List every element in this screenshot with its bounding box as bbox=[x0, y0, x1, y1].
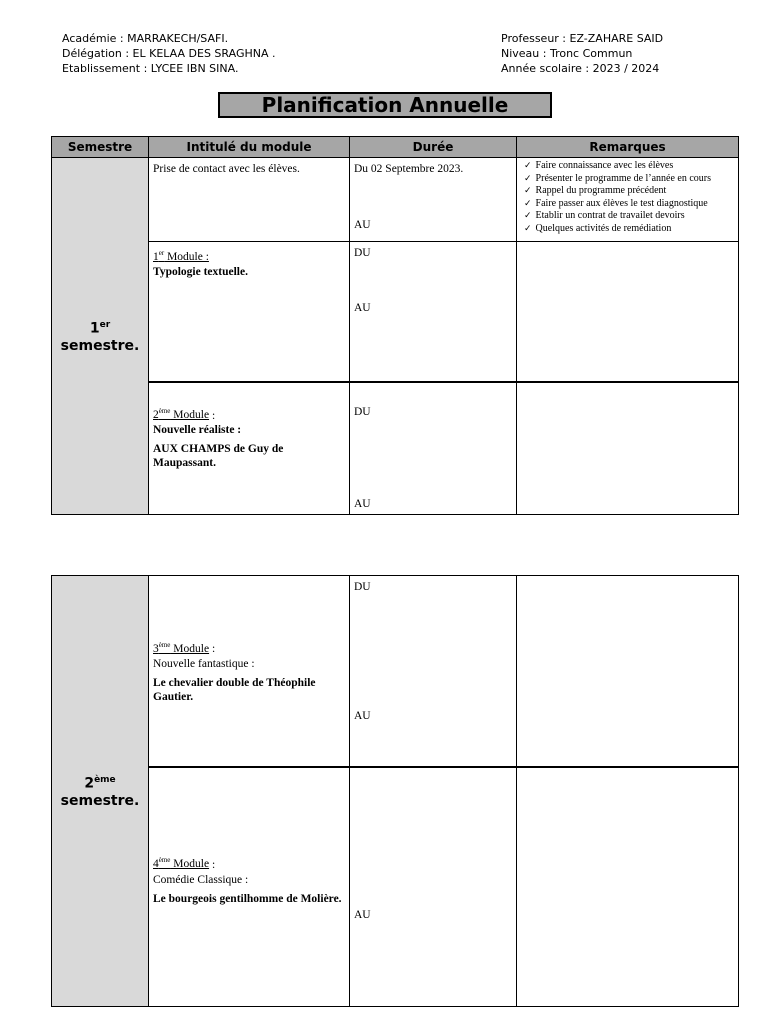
duree-intro-cell bbox=[350, 158, 517, 242]
module-2-label: 2ème Module : bbox=[153, 407, 216, 422]
module-1-title: Typologie textuelle. bbox=[153, 266, 248, 278]
du-label: DU bbox=[354, 581, 371, 593]
list-item: ✓ Rappel du programme précédent bbox=[524, 185, 738, 198]
table-row bbox=[52, 767, 739, 1007]
niveau-line: Niveau : Tronc Commun bbox=[501, 47, 633, 60]
module-1-remarques bbox=[517, 242, 739, 382]
module-3-cell bbox=[149, 576, 350, 767]
list-item: ✓ Faire connaissance avec les élèves bbox=[524, 160, 738, 173]
au-label: AU bbox=[354, 908, 371, 921]
table-row bbox=[52, 576, 739, 767]
module-2-remarques bbox=[517, 382, 739, 515]
etablissement-line: Etablissement : LYCEE IBN SINA. bbox=[62, 62, 239, 75]
module-3-title: Le chevalier double de Théophile Gautier. bbox=[153, 677, 316, 703]
col-header-module: Intitulé du module bbox=[149, 137, 350, 158]
table-row bbox=[52, 158, 739, 242]
list-item: ✓ Faire passer aux élèves le test diagnostique bbox=[524, 198, 738, 211]
module-2-duree bbox=[350, 382, 517, 515]
header-left bbox=[62, 31, 275, 76]
semester-1-cell: 1er semestre. bbox=[52, 158, 149, 515]
academie-line: Académie : MARRAKECH/SAFI. bbox=[62, 32, 229, 45]
semester-2-cell: 2ème semestre. bbox=[52, 576, 149, 1007]
du-label: DU bbox=[354, 405, 371, 418]
module-3-genre: Nouvelle fantastique : bbox=[153, 658, 255, 670]
du-label: DU bbox=[354, 247, 371, 259]
col-header-duree: Durée bbox=[350, 137, 517, 158]
module-3-remarques bbox=[517, 576, 739, 767]
module-3-label: 3ème Module : bbox=[153, 641, 216, 655]
module-2-cell bbox=[149, 382, 350, 515]
planning-table-semester-1 bbox=[51, 136, 739, 515]
module-4-title: Le bourgeois gentilhomme de Molière. bbox=[153, 892, 342, 905]
module-3-duree bbox=[350, 576, 517, 767]
module-4-genre: Comédie Classique : bbox=[153, 873, 249, 886]
header-right bbox=[501, 31, 663, 76]
module-4-cell bbox=[149, 767, 350, 1007]
module-1-label: 1er Module : bbox=[153, 249, 209, 263]
module-1-cell bbox=[149, 242, 350, 382]
list-item: ✓ Présenter le programme de l’année en cours bbox=[524, 173, 738, 186]
remarques-intro-cell bbox=[517, 158, 739, 242]
list-item: ✓ Quelques activités de remédiation bbox=[524, 223, 738, 236]
au-label: AU bbox=[354, 497, 371, 510]
module-1-duree bbox=[350, 242, 517, 382]
module-intro-text: Prise de contact avec les élèves. bbox=[153, 163, 300, 175]
col-header-remarques: Remarques bbox=[517, 137, 739, 158]
au-label: AU bbox=[354, 302, 371, 314]
annee-line: Année scolaire : 2023 / 2024 bbox=[501, 62, 660, 75]
au-label: AU bbox=[354, 219, 371, 231]
du-date: Du 02 Septembre 2023. bbox=[354, 163, 464, 175]
remarks-list bbox=[517, 158, 738, 235]
module-4-duree bbox=[350, 767, 517, 1007]
planning-table-semester-2 bbox=[51, 575, 739, 1007]
module-2-title: AUX CHAMPS de Guy de Maupassant. bbox=[153, 442, 284, 469]
delegation-line: Délégation : EL KELAA DES SRAGHNA . bbox=[62, 47, 276, 60]
module-intro-cell bbox=[149, 158, 350, 242]
table-row bbox=[52, 242, 739, 382]
col-header-semestre: Semestre bbox=[52, 137, 149, 158]
au-label: AU bbox=[354, 710, 371, 722]
list-item: ✓ Etablir un contrat de travailet devoirs bbox=[524, 210, 738, 223]
module-4-label: 4ème Module : bbox=[153, 856, 216, 871]
module-2-genre: Nouvelle réaliste : bbox=[153, 423, 242, 436]
page-title: Planification Annuelle bbox=[218, 92, 552, 118]
table-row bbox=[52, 382, 739, 515]
table-header-row bbox=[52, 137, 739, 158]
module-4-remarques bbox=[517, 767, 739, 1007]
professeur-line: Professeur : EZ-ZAHARE SAID bbox=[501, 32, 664, 45]
